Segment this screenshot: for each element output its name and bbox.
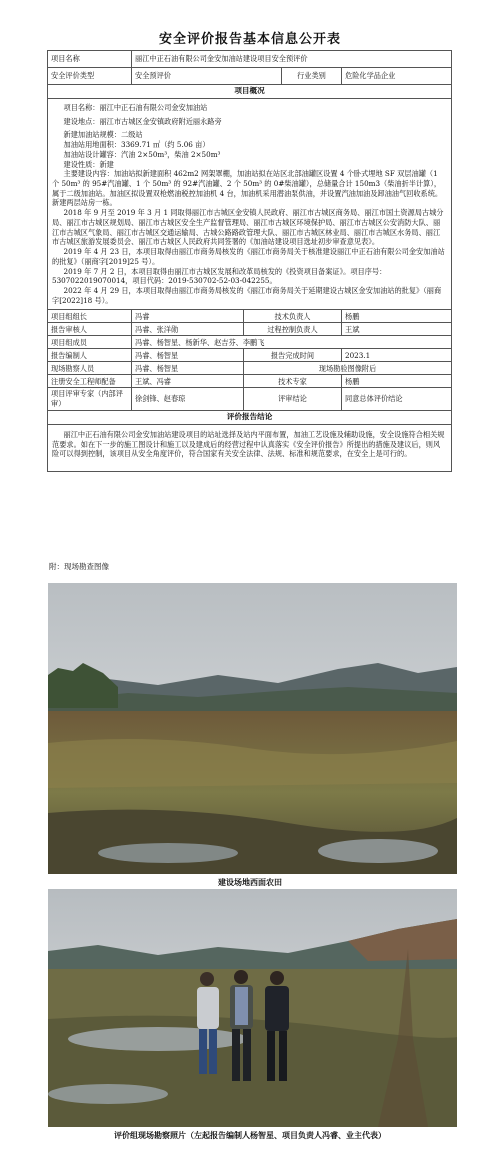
document-title: 安全评价报告基本信息公开表 [158, 32, 341, 47]
industry-value: 危险化学品企业 [342, 68, 452, 85]
experts-value: 徐剑锋、赵春琼 [132, 388, 244, 410]
info-table [47, 50, 452, 472]
tech-lead-label: 技术负责人 [244, 310, 342, 323]
overview-approval-2019-04: 2019 年 4 月 23 日，本项目取得由丽江市商务局核发的《丽江市商务局关于核准建设丽江中正石油有限公司金安加油站的批复》（丽商字[2019]25 号）。 [52, 247, 445, 266]
safety-engineer-label: 注册安全工程师配备 [48, 375, 132, 388]
farmland-image [48, 583, 457, 874]
eval-type-label: 安全评价类型 [48, 68, 132, 85]
site-photo-team [48, 889, 457, 1127]
overview-area: 加油站用地面积：3369.71 ㎡（约 5.06 亩） [63, 140, 210, 150]
survey-label: 现场勘察人员 [48, 362, 132, 375]
survey-value: 冯睿、杨智星 [132, 362, 244, 375]
conclusion-body [48, 424, 452, 471]
process-control-label: 过程控制负责人 [244, 323, 342, 336]
safety-engineer-value: 王斌、冯睿 [132, 375, 244, 388]
overview-approval-2022: 2022 年 4 月 29 日，本项目取得由丽江市商务局核发的《丽江市商务局关于延期建设古城区金安加油站的批复》（丽商字[2022]18 号）。 [52, 285, 442, 305]
tech-expert-label: 技术专家 [244, 375, 342, 388]
photo2-caption: 评价组现场勘察照片（左起报告编制人杨智星、项目负责人冯睿、业主代表） [114, 1130, 386, 1140]
overview-approval-2019-07: 2019 年 7 月 2 日，本项目取得由丽江市古城区发展和改革局核发的《投资项目备案证》。项目序号：5307022019070014，项目代码：2019-530702-52-03-042255。 [52, 266, 387, 286]
process-control-value: 王斌 [342, 323, 452, 336]
completion-value: 2023.1 [342, 349, 452, 362]
overview-approval-2018: 2018 年 9 月至 2019 年 3 月 1 同取得丽江市古城区金安镇人民政府、丽江市古城区商务局、丽江市国土资源局古城分局、丽江市古城区规划局、丽江市古城区安全生产监督管理局、丽江市古城区环境保护局、丽江市古城区公安消防大队、丽江市古城区气象局、丽江市古城区交通运输局、古城公路路政管理大队、丽江市古城区林业局、丽江市古城区水务局、丽江市古城区旅游发展委员会、丽江市古城区人民政府共同签署的《加油站建设项目选址初步审查意见表》。 [52, 208, 444, 247]
site-photo-farmland [48, 583, 457, 874]
author-value: 冯睿、杨智星 [132, 349, 244, 362]
project-name-value: 丽江中正石油有限公司金安加油站建设项目安全预评价 [132, 51, 452, 68]
experts-label: 项目评审专家（内部评审） [48, 388, 132, 410]
overview-scale: 新建加油站规模：二级站 [63, 130, 143, 140]
overview-content: 主要建设内容：加油站拟新建面积 462m2 网架罩棚，加油站拟在站区北部油罐区设置 4 个卧式埋地 SF 双层油罐（1 个 50m³ 的 95#汽油罐、1 个 50m³ 的 92#汽油罐、2 个 50m³ 的 0#柴油罐），总储量合计 150m3（柴油折半计算），属于二级加油站。加油区拟设置双枪燃油税控加油机 4 台，加油机采用潜油泵供油，并设置汽油加油及卸油油气回收系统。新建两层站房一栋。 [52, 169, 443, 208]
tech-lead-value: 杨鹏 [342, 310, 452, 323]
members-value: 冯睿、杨智星、杨新华、赵吉芬、李鹏飞 [132, 336, 452, 349]
reviewer-value: 冯睿、张洋勋 [132, 323, 244, 336]
overview-heading: 项目概况 [48, 85, 452, 99]
overview-location: 建设地点：丽江市古城区金安镇政府附近丽永路旁 [63, 116, 222, 126]
overview-tank-capacity: 加油站设计罐容：汽油 2×50m³，柴油 2×50m³ [63, 149, 221, 159]
overview-project-name: 项目名称：丽江中正石油有限公司金安加油站 [63, 103, 208, 112]
review-conclusion-value: 同意总体评价结论 [342, 388, 452, 410]
members-label: 项目组成员 [48, 336, 132, 349]
conclusion-text: 丽江中正石油有限公司金安加油站建设项目的站址选择及站内平面布置，加油工艺设施及辅助设施，安全设施符合相关规范要求。如在下一步的施工图设计和施工以及建成后的经营过程中认真落实《安全评价报告》所提出的措施及建议后，则风险可以得到控制，该项目从安全角度评价，符合国家有关安全法律、法规、标准和规范要求，在安全上是可行的。 [52, 429, 445, 459]
review-conclusion-label: 评审结论 [244, 388, 342, 410]
completion-label: 报告完成时间 [244, 349, 342, 362]
overview-nature: 建设性质：新建 [63, 159, 114, 169]
photo-attached-note: 现场勘验图像附后 [244, 362, 452, 375]
appendix-label: 附：现场勘查图像 [49, 562, 109, 571]
eval-type-value: 安全预评价 [132, 68, 282, 85]
leader-label: 项目组组长 [48, 310, 132, 323]
reviewer-label: 报告审核人 [48, 323, 132, 336]
leader-value: 冯睿 [132, 310, 244, 323]
team-image [48, 889, 457, 1127]
photo1-caption: 建设场地西面农田 [218, 877, 282, 887]
industry-label: 行业类别 [282, 68, 342, 85]
conclusion-heading: 评价报告结论 [48, 410, 452, 424]
author-label: 报告编制人 [48, 349, 132, 362]
tech-expert-value: 杨鹏 [342, 375, 452, 388]
project-name-label: 项目名称 [48, 51, 132, 68]
overview-body [48, 99, 452, 310]
